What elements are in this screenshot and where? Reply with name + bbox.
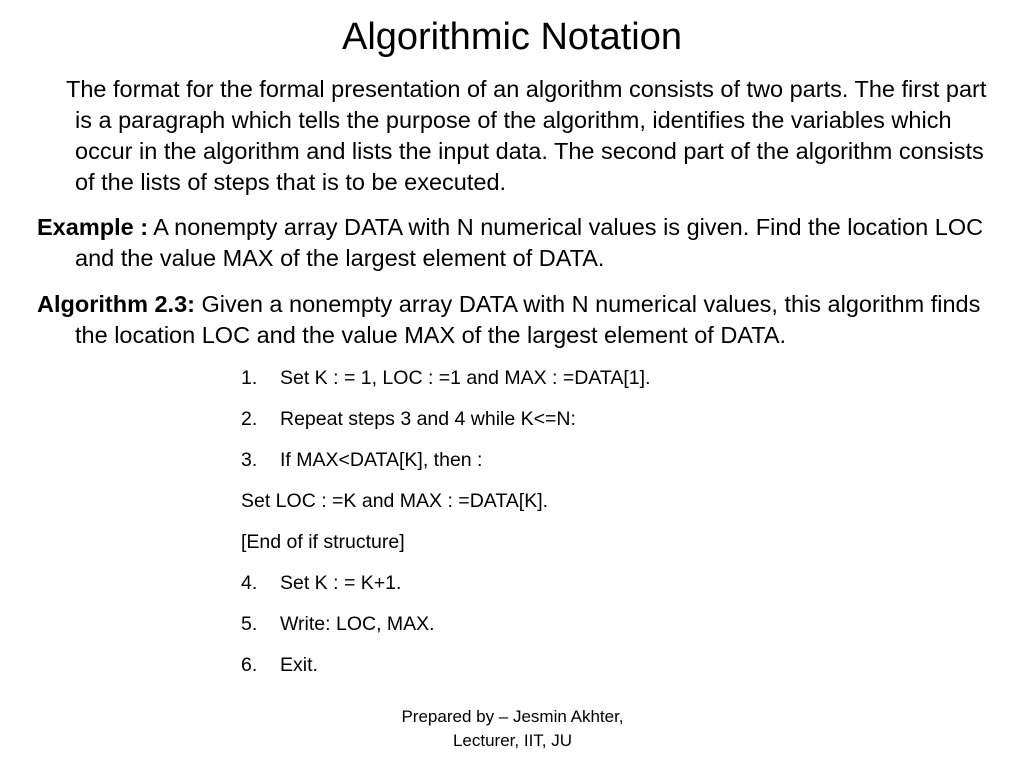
step-number: 4. [241, 572, 258, 594]
step-text: [End of if structure] [241, 531, 405, 553]
step-item [241, 405, 651, 446]
example-label: Example : [37, 214, 149, 240]
step-text: Set K : = 1, LOC : =1 and MAX : =DATA[1]. [280, 367, 651, 389]
step-number: 3. [241, 449, 258, 471]
step-number: 2. [241, 408, 258, 430]
step-text: Set K : = K+1. [280, 572, 402, 594]
step-item [241, 528, 651, 569]
step-text: Write: LOC, MAX. [280, 613, 435, 635]
step-item [241, 651, 651, 692]
algorithm-text: Given a nonempty array DATA with N numerical values, this algorithm finds the location LOC and the value MAX of the largest element of DATA. [75, 291, 981, 348]
step-item [241, 569, 651, 610]
step-number: 5. [241, 613, 258, 635]
example-text: A nonempty array DATA with N numerical values is given. Find the location LOC and the value MAX of the largest element of DATA. [75, 214, 984, 271]
algorithm-label: Algorithm 2.3: [37, 291, 195, 317]
step-item [241, 364, 651, 405]
footer-line-author: Prepared by – Jesmin Akhter, [401, 707, 624, 726]
step-text: Exit. [280, 654, 318, 676]
intro-paragraph [66, 74, 1005, 198]
step-text: If MAX<DATA[K], then : [280, 449, 483, 471]
algorithm-steps-list [241, 364, 651, 692]
algorithm-paragraph [37, 289, 1015, 351]
footer-credit [340, 705, 685, 753]
step-number: 6. [241, 654, 258, 676]
step-text: Set LOC : =K and MAX : =DATA[K]. [241, 490, 549, 512]
step-item [241, 610, 651, 651]
step-item [241, 487, 651, 528]
intro-text: The format for the formal presentation of an algorithm consists of two parts. The first part is a paragraph which tells the purpose of the algorithm, identifies the variables which occur in the algorithm and lists the input data. The second part of the algorithm consists of the lists of steps that is to be executed. [66, 76, 987, 195]
footer-line-affiliation: Lecturer, IIT, JU [452, 731, 573, 750]
step-text: Repeat steps 3 and 4 while K<=N: [280, 408, 576, 430]
step-item [241, 446, 651, 487]
example-paragraph [37, 212, 1015, 274]
slide-title: Algorithmic Notation [341, 16, 683, 58]
step-number: 1. [241, 367, 258, 389]
